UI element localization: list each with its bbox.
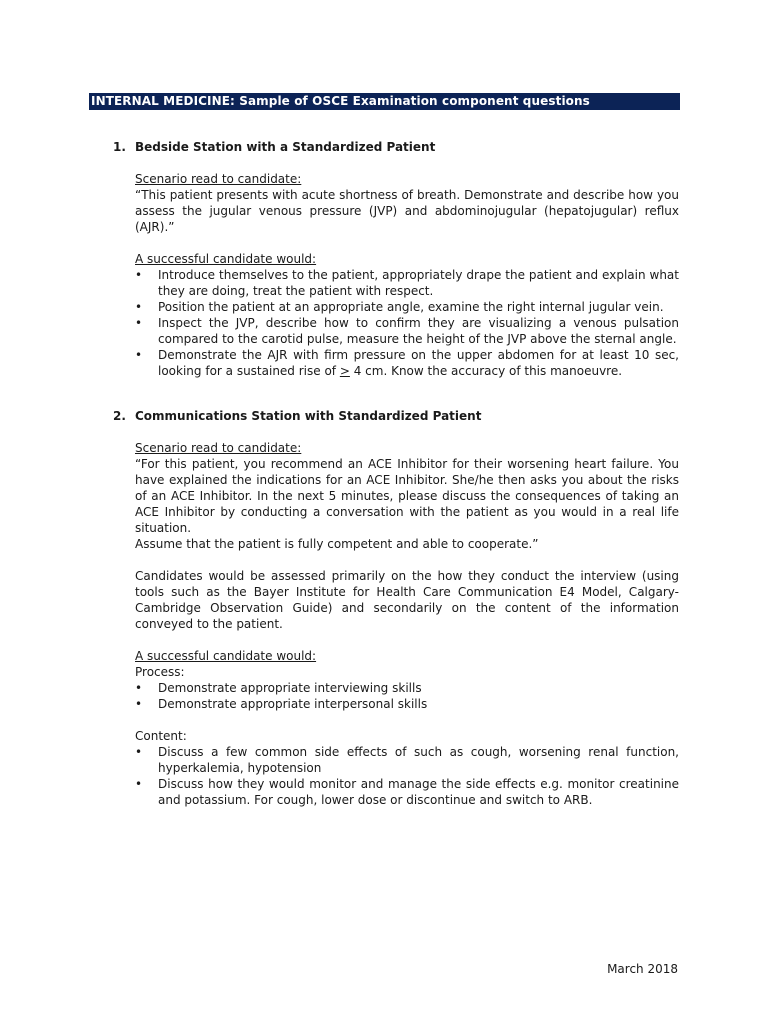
list-item: • Discuss a few common side effects of such as cough, worsening renal function, hyperkalemia, hypotension: [135, 744, 679, 776]
criteria-list: [135, 267, 679, 379]
section-heading: [113, 139, 679, 155]
section-title: Bedside Station with a Standardized Patient: [135, 140, 436, 154]
list-item: • Discuss how they would monitor and manage the side effects e.g. monitor creatinine and potassium. For cough, lower dose or discontinue and switch to ARB.: [135, 776, 679, 808]
footer-date: March 2018: [607, 962, 678, 976]
scenario-text: “For this patient, you recommend an ACE Inhibitor for their worsening heart failure. You have explained the indications for an ACE Inhibitor. She/he then asks you about the risks of an ACE Inhibitor. In the next 5 minutes, please discuss the consequences of taking an ACE Inhibitor by conducting a conversation with the patient as you would in a real life situation.: [135, 457, 679, 535]
list-item: • Position the patient at an appropriate angle, examine the right internal jugular vein.: [135, 299, 679, 315]
section-bedside-station: [113, 139, 679, 379]
scenario-label: Scenario read to candidate:: [135, 172, 302, 186]
section-communications-station: [113, 408, 679, 808]
page-title-banner: INTERNAL MEDICINE: Sample of OSCE Examination component questions: [89, 93, 680, 110]
assessment-text: Candidates would be assessed primarily on the how they conduct the interview (using tools such as the Bayer Institute for Health Care Communication E4 Model, Calgary-Cambridge Observation Guide) and secondarily on the content of the information conveyed to the patient.: [135, 569, 679, 631]
section-number: 1.: [113, 140, 126, 154]
scenario-text-continued: Assume that the patient is fully competent and able to cooperate.”: [135, 537, 539, 551]
list-item: • Demonstrate appropriate interpersonal skills: [135, 696, 679, 712]
section-number: 2.: [113, 409, 126, 423]
greater-equal-symbol: >: [339, 364, 350, 378]
list-item: • Inspect the JVP, describe how to confirm they are visualizing a venous pulsation compared to the carotid pulse, measure the height of the JVP above the sternal angle.: [135, 315, 679, 347]
list-item-text: Demonstrate the AJR with firm pressure on the upper abdomen for at least 10 sec, looking for a sustained rise of: [158, 348, 679, 378]
list-item: • Introduce themselves to the patient, appropriately drape the patient and explain what they are doing, treat the patient with respect.: [135, 267, 679, 299]
success-label: A successful candidate would:: [135, 252, 317, 266]
list-item: • Demonstrate appropriate interviewing skills: [135, 680, 679, 696]
content-label: Content:: [135, 729, 187, 743]
success-label: A successful candidate would:: [135, 649, 317, 663]
content-list: [135, 744, 679, 808]
process-list: [135, 680, 679, 712]
list-item-text: 4 cm. Know the accuracy of this manoeuvre.: [349, 364, 623, 378]
process-label: Process:: [135, 665, 185, 679]
scenario-label: Scenario read to candidate:: [135, 441, 302, 455]
list-item: [135, 347, 679, 379]
section-title: Communications Station with Standardized Patient: [135, 409, 482, 423]
scenario-text: “This patient presents with acute shortness of breath. Demonstrate and describe how you assess the jugular venous pressure (JVP) and abdominojugular (hepatojugular) reflux (AJR).”: [135, 188, 679, 234]
section-heading: [113, 408, 679, 424]
